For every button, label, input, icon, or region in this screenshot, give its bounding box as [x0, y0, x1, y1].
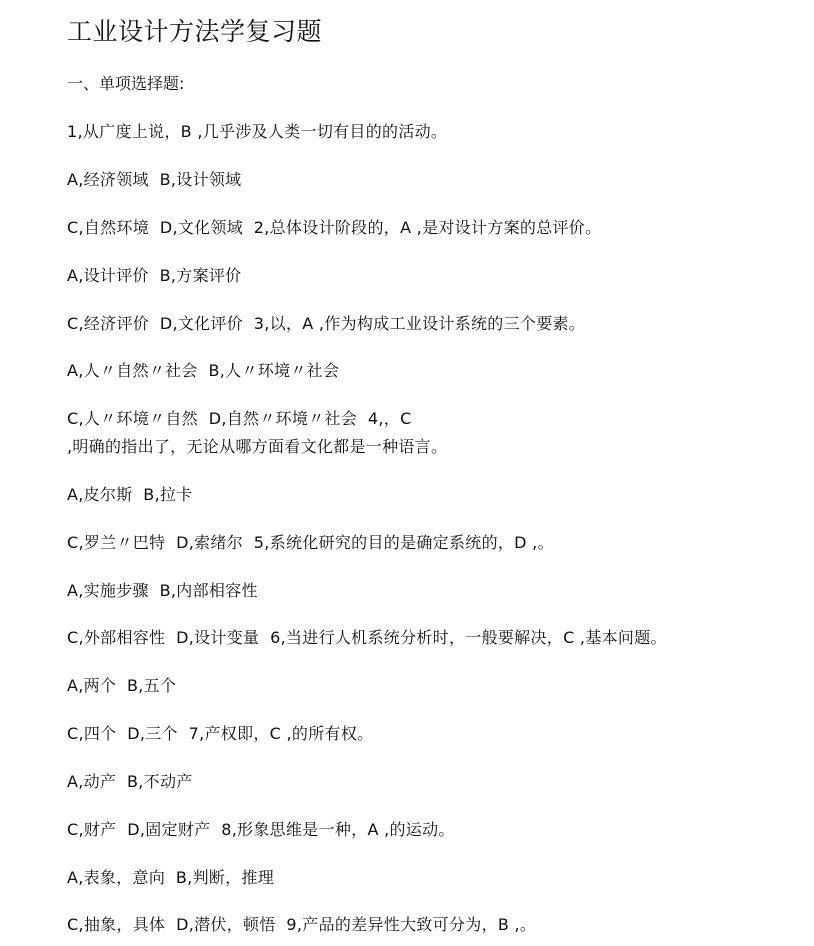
text-line: C,经济评价 D,文化评价 3,以，A ,作为构成工业设计系统的三个要素。: [67, 314, 586, 333]
text-line: 1,从广度上说，B ,几乎涉及人类一切有目的的活动。: [67, 122, 448, 141]
text-line: C,自然环境 D,文化领域 2,总体设计阶段的，A ,是对设计方案的总评价。: [67, 218, 602, 237]
text-line: C,外部相容性 D,设计变量 6,当进行人机系统分析时，一般要解决，C ,基本问题。: [67, 628, 667, 647]
text-line: C,人〃环境〃自然 D,自然〃环境〃社会 4,，C: [67, 409, 412, 428]
text-line: A,设计评价 B,方案评价: [67, 266, 242, 285]
text-line: A,两个 B,五个: [67, 676, 177, 695]
text-line: A,动产 B,不动产: [67, 772, 193, 791]
text-line: C,财产 D,固定财产 8,形象思维是一种，A ,的运动。: [67, 820, 455, 839]
text-line: A,实施步骤 B,内部相容性: [67, 581, 258, 600]
text-line: A,皮尔斯 B,拉卡: [67, 485, 193, 504]
text-line: ,明确的指出了，无论从哪方面看文化都是一种语言。: [67, 437, 448, 456]
text-line: A,表象，意向 B,判断，推理: [67, 868, 275, 887]
text-line: A,经济领域 B,设计领域: [67, 170, 242, 189]
text-line: C,四个 D,三个 7,产权即，C ,的所有权。: [67, 724, 374, 743]
text-line: A,人〃自然〃社会 B,人〃环境〃社会: [67, 361, 340, 380]
text-line: C,罗兰〃巴特 D,索绪尔 5,系统化研究的目的是确定系统的，D ,。: [67, 533, 554, 552]
section-heading: 一、单项选择题:: [67, 74, 185, 93]
text-line: C,抽象，具体 D,潜伏，顿悟 9,产品的差异性大致可分为，B ,。: [67, 915, 537, 934]
page-title: 工业设计方法学复习题: [67, 17, 323, 46]
